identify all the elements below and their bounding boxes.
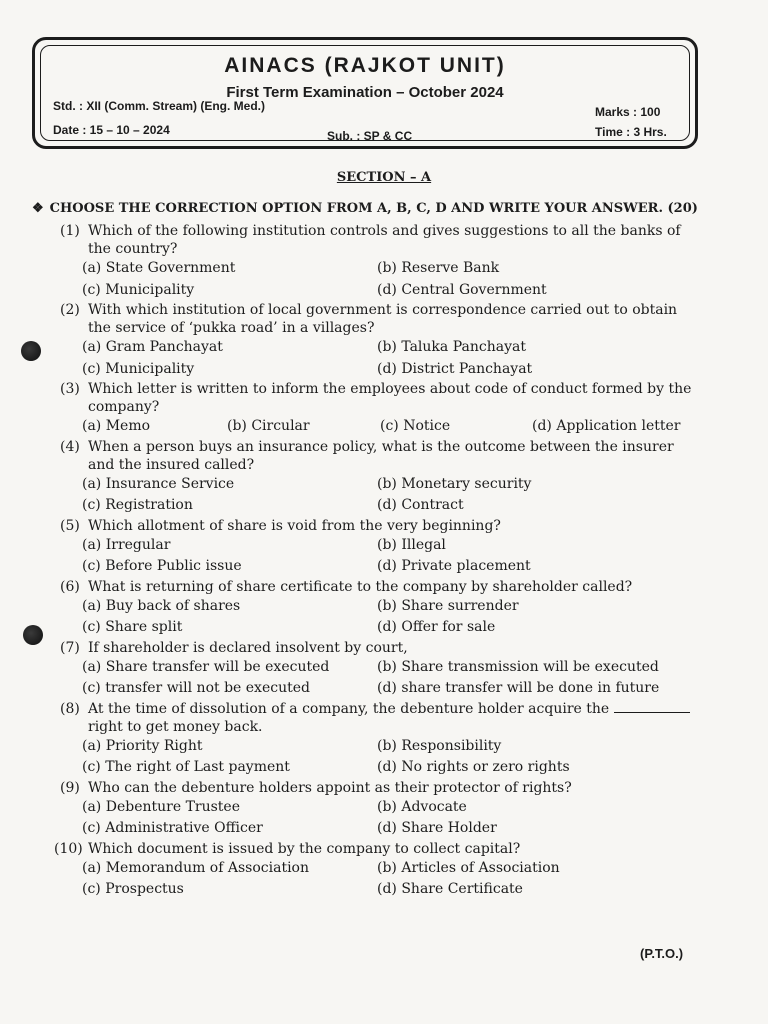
option-a: (a) Debenture Trustee (82, 798, 240, 815)
question-text (88, 700, 700, 736)
option-a: (a) Buy back of shares (82, 597, 241, 614)
option-c: (c) Prospectus (82, 881, 184, 897)
option-b: (b) Monetary security (377, 475, 532, 492)
option-c: (c) Share split (82, 619, 183, 635)
option-b: (b) Share transmission will be executed (377, 658, 659, 675)
question-number: (10) (54, 840, 83, 857)
question-number: (6) (60, 578, 80, 595)
instruction-text: CHOOSE THE CORRECTION OPTION FROM A, B, C, D AND WRITE YOUR ANSWER. (20) (49, 201, 698, 216)
question-7 (60, 639, 700, 700)
question-text-start: At the time of dissolution of a company, the debenture holder acquire the (88, 700, 610, 717)
question-1 (60, 222, 700, 301)
question-number: (2) (60, 302, 80, 318)
option-d: (d) District Panchayat (377, 360, 533, 377)
question-4 (60, 438, 700, 517)
option-d: (d) Share Holder (377, 820, 497, 836)
option-a: (a) State Government (82, 260, 236, 276)
question-text: What is returning of share certificate to the company by shareholder called? (88, 578, 633, 595)
option-b: (b) Circular (227, 418, 310, 434)
option-d: (d) Application letter (532, 418, 681, 434)
standard-info: Std. : XII (Comm. Stream) (Eng. Med.) (53, 99, 266, 113)
question-number: (4) (60, 438, 80, 455)
option-c: (c) Before Public issue (82, 558, 242, 574)
option-c: (c) Administrative Officer (82, 820, 263, 836)
question-number: (8) (60, 700, 80, 717)
option-a: (a) Irregular (82, 536, 171, 553)
diamond-bullet-icon: ❖ (32, 201, 44, 216)
question-list (54, 222, 700, 901)
total-marks: Marks : 100 (595, 105, 661, 119)
option-a: (a) Memorandum of Association (82, 859, 309, 876)
question-number: (3) (60, 381, 80, 397)
option-d: (d) share transfer will be done in future (377, 680, 660, 696)
question-number: (1) (60, 223, 80, 239)
question-text: Which letter is written to inform the employees about code of conduct formed by the company? (88, 381, 692, 415)
option-b: (b) Taluka Panchayat (377, 339, 526, 355)
question-text: When a person buys an insurance policy, what is the outcome between the insurer and the insured called? (88, 438, 674, 473)
option-d: (d) Central Government (377, 281, 547, 298)
option-d: (d) Share Certificate (377, 881, 523, 897)
answer-blank (614, 700, 690, 713)
question-text: Who can the debenture holders appoint as their protector of rights? (88, 779, 572, 796)
option-a: (a) Priority Right (82, 737, 203, 754)
option-c: (c) Notice (380, 418, 451, 434)
exam-date: Date : 15 – 10 – 2024 (53, 123, 170, 137)
option-b: (b) Responsibility (377, 737, 502, 754)
question-text: Which document is issued by the company to collect capital? (88, 840, 521, 857)
option-a: (a) Insurance Service (82, 475, 235, 492)
option-b: (b) Advocate (377, 798, 467, 815)
question-6 (60, 578, 700, 639)
option-a: (a) Share transfer will be executed (82, 658, 330, 675)
question-text: Which allotment of share is void from the very beginning? (88, 517, 501, 534)
option-c: (c) transfer will not be executed (82, 680, 310, 696)
question-number: (9) (60, 779, 80, 796)
exam-header (32, 37, 698, 149)
subject-info: Sub. : SP & CC (327, 129, 413, 143)
instruction (32, 201, 698, 216)
option-b: (b) Illegal (377, 536, 446, 553)
option-c: (c) The right of Last payment (82, 759, 290, 775)
please-turn-over: (P.T.O.) (640, 946, 684, 961)
question-number: (7) (60, 639, 80, 656)
question-text: With which institution of local government is correspondence carried out to obtain the service of ‘pukka road’ in a villages? (88, 302, 678, 336)
option-c: (c) Municipality (82, 360, 195, 377)
exam-title: First Term Examination – October 2024 (226, 84, 504, 101)
organization-title: AINACS (RAJKOT UNIT) (224, 54, 506, 77)
question-10 (54, 840, 700, 901)
question-number: (5) (60, 517, 80, 534)
option-d: (d) Offer for sale (377, 619, 496, 635)
option-b: (b) Articles of Association (377, 859, 560, 876)
question-9 (60, 779, 700, 840)
option-d: (d) Contract (377, 497, 464, 513)
option-b: (b) Share surrender (377, 597, 519, 614)
option-d: (d) No rights or zero rights (377, 759, 570, 775)
option-a: (a) Memo (82, 418, 151, 434)
question-8 (60, 700, 700, 779)
option-a: (a) Gram Panchayat (82, 339, 223, 355)
exam-duration: Time : 3 Hrs. (595, 125, 667, 139)
question-2 (60, 301, 700, 380)
question-3 (60, 380, 700, 438)
question-text-end: right to get money back. (88, 718, 263, 735)
option-d: (d) Private placement (377, 558, 531, 574)
option-c: (c) Registration (82, 497, 193, 513)
punch-hole-icon (21, 341, 41, 361)
question-5 (60, 517, 700, 578)
question-text: Which of the following institution controls and gives suggestions to all the banks of the country? (88, 223, 681, 257)
punch-hole-icon (23, 625, 43, 645)
question-text: If shareholder is declared insolvent by court, (88, 639, 408, 656)
option-b: (b) Reserve Bank (377, 260, 500, 276)
section-title: SECTION – A (336, 170, 432, 185)
option-c: (c) Municipality (82, 281, 195, 298)
